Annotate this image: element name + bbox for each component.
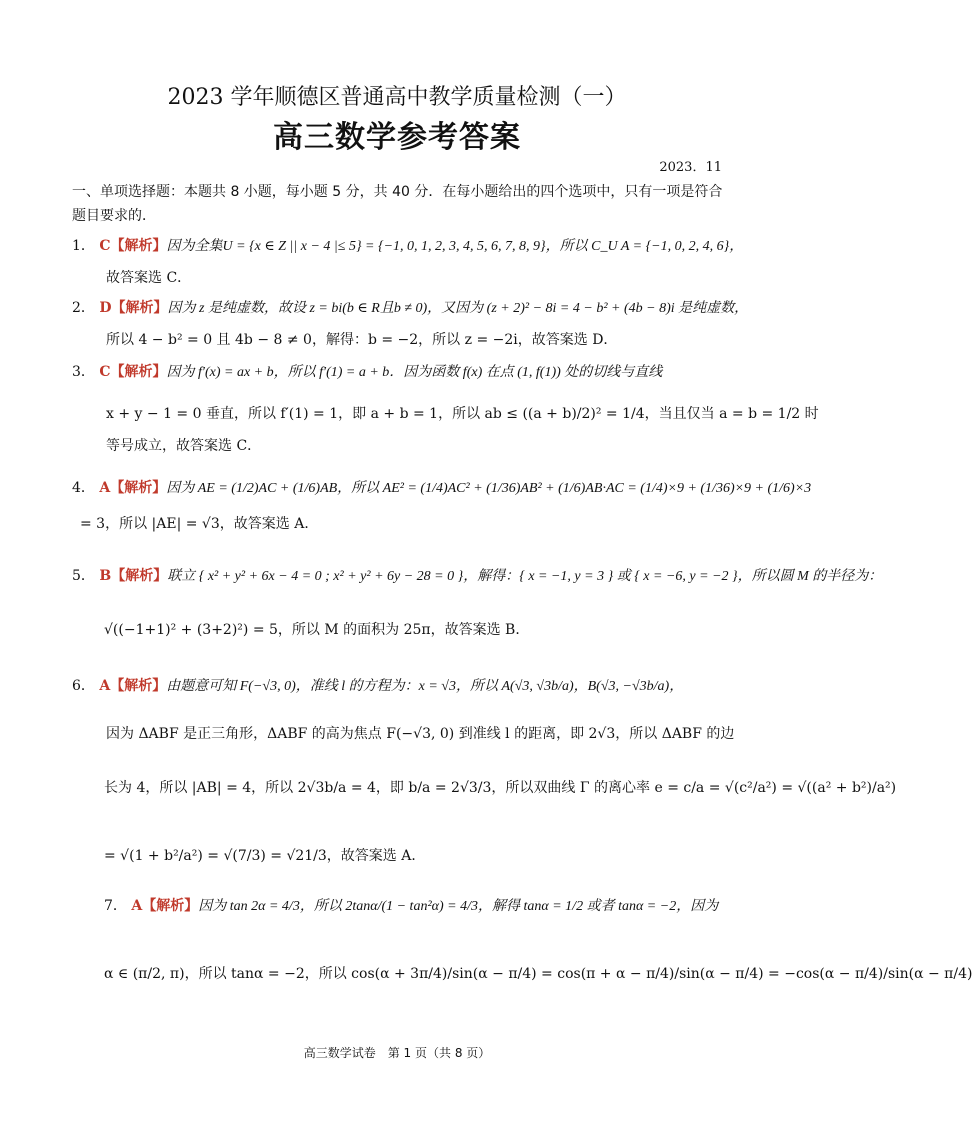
item-line: 因为 f′(x) = ax + b，所以 f′(1) = a + b．因为函数 f(x) 在点 (1, f(1)) 处的切线与直线 — [166, 365, 663, 380]
item-answer: A — [99, 678, 111, 694]
answer-item-3 — [72, 362, 732, 383]
item-answer: A — [131, 898, 143, 914]
document-title: 2023 学年顺德区普通高中教学质量检测（一） — [167, 85, 627, 110]
item-answer: C — [99, 364, 111, 380]
item-tag: 【解析】 — [110, 364, 167, 380]
item-tag: 【解析】 — [142, 898, 199, 914]
item-number: 3． — [72, 364, 95, 380]
item-number: 1． — [72, 238, 95, 254]
item-line: √((−1+1)² + (3+2)²) = 5，所以 M 的面积为 25π，故答案选 B． — [104, 622, 530, 638]
answer-item-2 — [72, 298, 749, 319]
answer-item-6 — [72, 676, 732, 697]
item-line: 因为 z 是纯虚数，故设 z = bi(b ∈ R且b ≠ 0)，又因为 (z + 2)² − 8i = 4 − b² + (4b − 8)i 是纯虚数， — [167, 301, 749, 316]
item-tag: 【解析】 — [111, 568, 168, 584]
answer-item-5 — [72, 566, 883, 587]
item-line: 因为全集U = {x ∈ Z || x − 4 |≤ 5} = {−1, 0, 1, 2, 3, 4, 5, 6, 7, 8, 9}，所以 C_U A = {−1, 0, 2, 4, 6}， — [166, 239, 744, 254]
item-line: 由题意可知 F(−√3, 0)，准线 l 的方程为：x = √3，所以 A(√3, √3b/a)，B(√3, −√3b/a)， — [166, 679, 684, 694]
item-tag: 【解析】 — [111, 300, 168, 316]
document-date: 2023．11 — [659, 160, 722, 175]
item-line: 因为 ΔABF 是正三角形，ΔABF 的高为焦点 F(−√3, 0) 到准线 l 的距离，即 2√3，所以 ΔABF 的边 — [106, 726, 735, 742]
item-line: 所以 4 − b² = 0 且 4b − 8 ≠ 0，解得：b = −2，所以 z = −2i，故答案选 D． — [106, 332, 618, 348]
answer-item-1 — [72, 236, 744, 257]
item-tag: 【解析】 — [110, 480, 167, 496]
section-heading: 一、单项选择题：本题共 8 小题，每小题 5 分，共 40 分．在每小题给出的四个选项中，只有一项是符合题目要求的． — [72, 184, 723, 224]
item-tag: 【解析】 — [110, 238, 167, 254]
item-line: 故答案选 C． — [106, 270, 192, 286]
item-line: 等号成立，故答案选 C． — [106, 438, 262, 454]
answer-item-4 — [72, 478, 812, 499]
item-tag: 【解析】 — [110, 678, 167, 694]
item-line: = 3，所以 |AE| = √3，故答案选 A． — [80, 516, 319, 532]
item-answer: D — [99, 300, 112, 316]
document-subtitle: 高三数学参考答案 — [273, 120, 521, 155]
item-number: 2． — [72, 300, 95, 316]
item-answer: A — [99, 480, 111, 496]
item-line: 联立 { x² + y² + 6x − 4 = 0 ; x² + y² + 6y − 28 = 0 }，解得：{ x = −1, y = 3 } 或 { x = −6, y = −2 }，所以圆 M 的半径为： — [167, 569, 883, 584]
item-answer: C — [99, 238, 111, 254]
item-line: x + y − 1 = 0 垂直，所以 f′(1) = 1，即 a + b = 1，所以 ab ≤ ((a + b)/2)² = 1/4，当且仅当 a = b = 1/2 时 — [106, 406, 819, 422]
item-answer: B — [99, 568, 112, 584]
item-line: 长为 4，所以 |AB| = 4，所以 2√3b/a = 4，即 b/a = 2√3/3，所以双曲线 Γ 的离心率 e = c/a = √(c²/a²) = √((a² + b²)/a²) — [104, 780, 897, 796]
item-line: 因为 tan 2α = 4/3，所以 2tanα/(1 − tan²α) = 4/3，解得 tanα = 1/2 或者 tanα = −2，因为 — [198, 899, 719, 914]
item-line: 因为 AE = (1/2)AC + (1/6)AB，所以 AE² = (1/4)AC² + (1/36)AB² + (1/6)AB·AC = (1/4)×9 + (1/36)×9 + (1/6)×3 — [166, 481, 812, 496]
item-number: 6． — [72, 678, 95, 694]
item-number: 4． — [72, 480, 95, 496]
page-footer: 高三数学试卷 第 1 页（共 8 页） — [303, 1046, 491, 1060]
item-number: 7． — [104, 898, 127, 914]
item-line: = √(1 + b²/a²) = √(7/3) = √21/3，故答案选 A． — [104, 848, 426, 864]
item-number: 5． — [72, 568, 95, 584]
item-line: α ∈ (π/2, π)，所以 tanα = −2，所以 cos(α + 3π/4)/sin(α − π/4) = cos(π + α − π/4)/sin(α − π/4) = −cos(α − π/4)/sin(α − π/4) — [104, 966, 972, 982]
answer-item-7 — [104, 896, 764, 917]
